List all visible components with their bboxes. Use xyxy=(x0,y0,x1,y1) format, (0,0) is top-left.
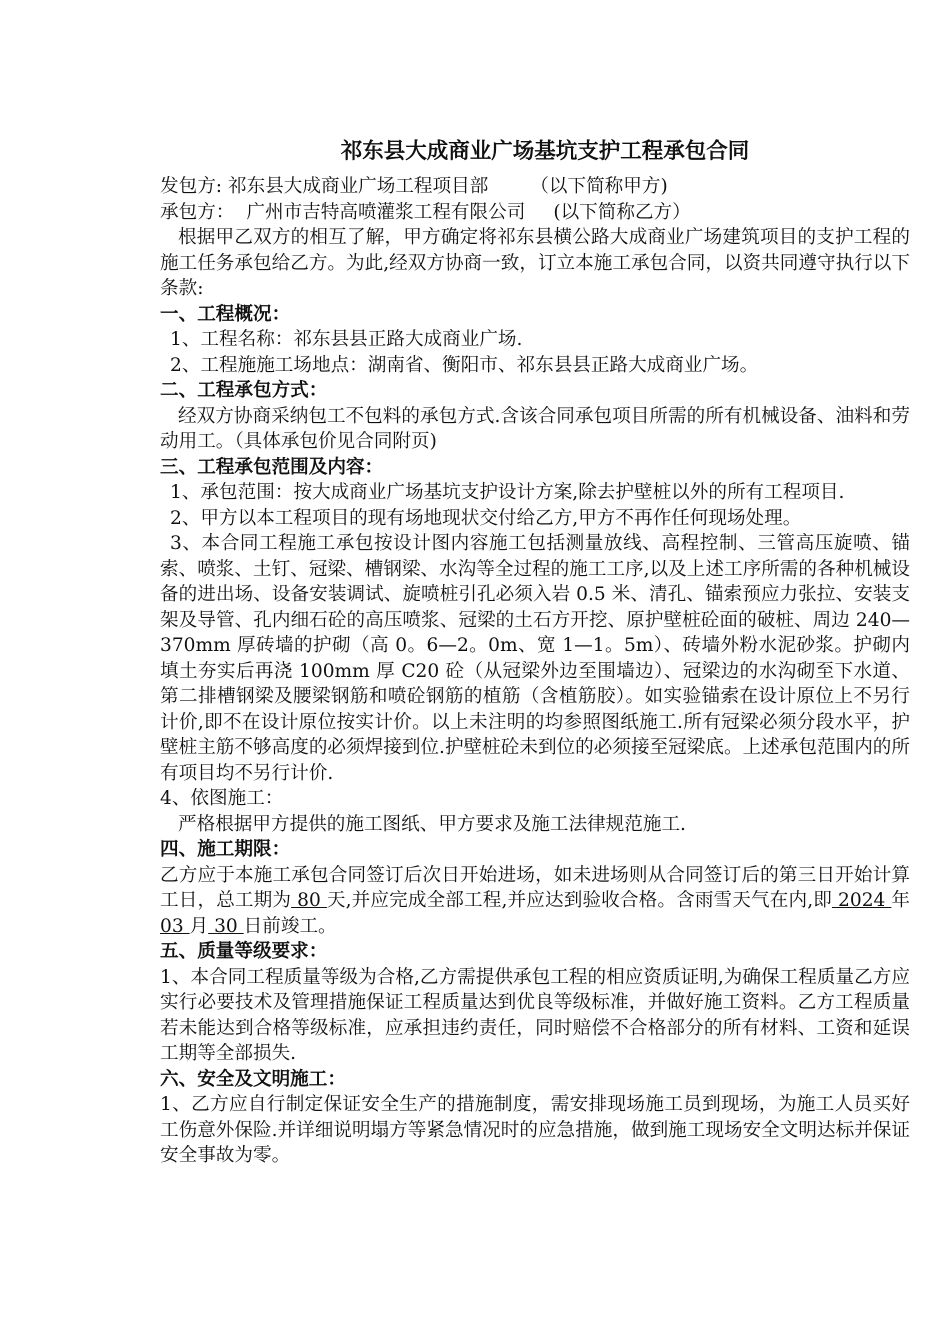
party-a-label: 发包方: xyxy=(160,176,228,197)
party-b-line xyxy=(160,200,910,226)
party-a-line xyxy=(160,174,910,200)
section-4-text-3: 日前竣工。 xyxy=(243,915,337,937)
section-4-body xyxy=(160,863,910,940)
contract-page xyxy=(160,130,910,1169)
section-3-item-4-body: 严格根据甲方提供的施工图纸、甲方要求及施工法律规范施工. xyxy=(178,813,686,835)
intro-paragraph: 根据甲乙双方的相互了解，甲方确定将祁东县横公路大成商业广场建筑项目的支护工程的施工任务承包给乙方。为此,经双方协商一致，订立本施工承包合同，以资共同遵守执行以下条款: xyxy=(160,227,910,299)
section-1-item-1: 1、工程名称：祁东县县正路大成商业广场. xyxy=(170,329,523,350)
section-3-item-1: 1、承包范围：按大成商业广场基坑支护设计方案,除去护壁桩以外的所有工程项目. xyxy=(170,482,845,503)
party-b-alias: (以下简称乙方） xyxy=(553,201,691,223)
section-5-heading: 五、质量等级要求： xyxy=(160,941,328,962)
deadline-month: 03 xyxy=(160,915,190,937)
section-4-text-2: 天,并应完成全部工程,并应达到验收合格。含雨雪天气在内,即 xyxy=(326,890,832,911)
total-days-value: 80 xyxy=(291,890,327,911)
year-unit: 年 xyxy=(891,890,911,911)
deadline-day: 30 xyxy=(208,915,244,937)
section-1-heading: 一、工程概况： xyxy=(160,303,291,325)
contract-title: 祁东县大成商业广场基坑支护工程承包合同 xyxy=(340,139,750,164)
section-2-heading: 二、工程承包方式： xyxy=(160,380,328,401)
section-6-heading: 六、安全及文明施工： xyxy=(160,1068,346,1090)
month-unit: 月 xyxy=(189,915,209,937)
party-a-name: 祁东县大成商业广场工程项目部 xyxy=(227,176,489,197)
section-1-item-2: 2、工程施施工场地点：湖南省、衡阳市、祁东县县正路大成商业广场。 xyxy=(170,354,759,376)
section-4-text-1: 乙方应于本施工承包合同签订后次日开始进场，如未进场则从合同签订后的第三日开始计算工日，总工期为 xyxy=(160,864,910,911)
section-3-item-2: 2、甲方以本工程项目的现有场地现状交付给乙方,甲方不再作任何现场处理。 xyxy=(170,507,802,529)
deadline-year: 2024 xyxy=(831,890,892,911)
section-6-body: 1、乙方应自行制定保证安全生产的措施制度，需安排现场施工员到现场，为施工人员买好工伤意外保险.并详细说明塌方等紧急情况时的应急措施，做到施工现场安全文明达标并保证安全事故为零。 xyxy=(160,1094,910,1166)
section-5-body: 1、本合同工程质量等级为合格,乙方需提供承包工程的相应资质证明,为确保工程质量乙方应实行必要技术及管理措施保证工程质量达到优良等级标准，并做好施工资料。乙方工程质量若未能达到合格等级标准，应承担违约责任，同时赔偿不合格部分的所有材料、工资和延误工期等全部损失. xyxy=(160,966,910,1064)
section-2-body: 经双方协商采纳包工不包料的承包方式.含该合同承包项目所需的所有机械设备、油料和劳动用工。（具体承包价见合同附页) xyxy=(160,405,910,452)
section-3-item-3: 3、本合同工程施工承包按设计图内容施工包括测量放线、高程控制、三管高压旋喷、锚索、喷浆、土钉、冠梁、槽钢梁、水沟等全过程的施工工序,以及上述工序所需的各种机械设备的进出场、设备安装调试、旋喷桩引孔必须入岩 0.5 米、清孔、锚索预应力张拉、安装支架及导管、孔内细石砼的高压喷浆、冠梁的土石方开挖、原护壁桩砼面的破桩、周边 240—370mm 厚砖墙的护砌（高 0。6—2。0m、宽 1—1。5m）、砖墙外粉水泥砂浆。护砌内填土夯实后再浇 100mm 厚 C20 砼（从冠梁外边至围墙边）、冠梁边的水沟砌至下水道、第二排槽钢梁及腰梁钢筋和喷砼钢筋的植筋（含植筋胶）。如实验锚索在设计原位上不另行计价,即不在设计原位按实计价。以上未注明的均参照图纸施工.所有冠梁必须分段水平，护壁桩主筋不够高度的必须焊接到位.护壁桩砼未到位的必须接至冠梁底。上述承包范围内的所有项目均不另行计价. xyxy=(160,533,910,784)
section-3-item-4-heading: 4、依图施工： xyxy=(160,788,284,809)
section-4-heading: 四、施工期限： xyxy=(160,839,291,860)
section-3-heading: 三、工程承包范围及内容： xyxy=(160,456,384,478)
party-a-alias: （以下简称甲方) xyxy=(530,176,668,197)
party-b-label: 承包方： xyxy=(160,201,235,223)
party-b-name: 广州市吉特高喷灌浆工程有限公司 xyxy=(246,201,526,223)
